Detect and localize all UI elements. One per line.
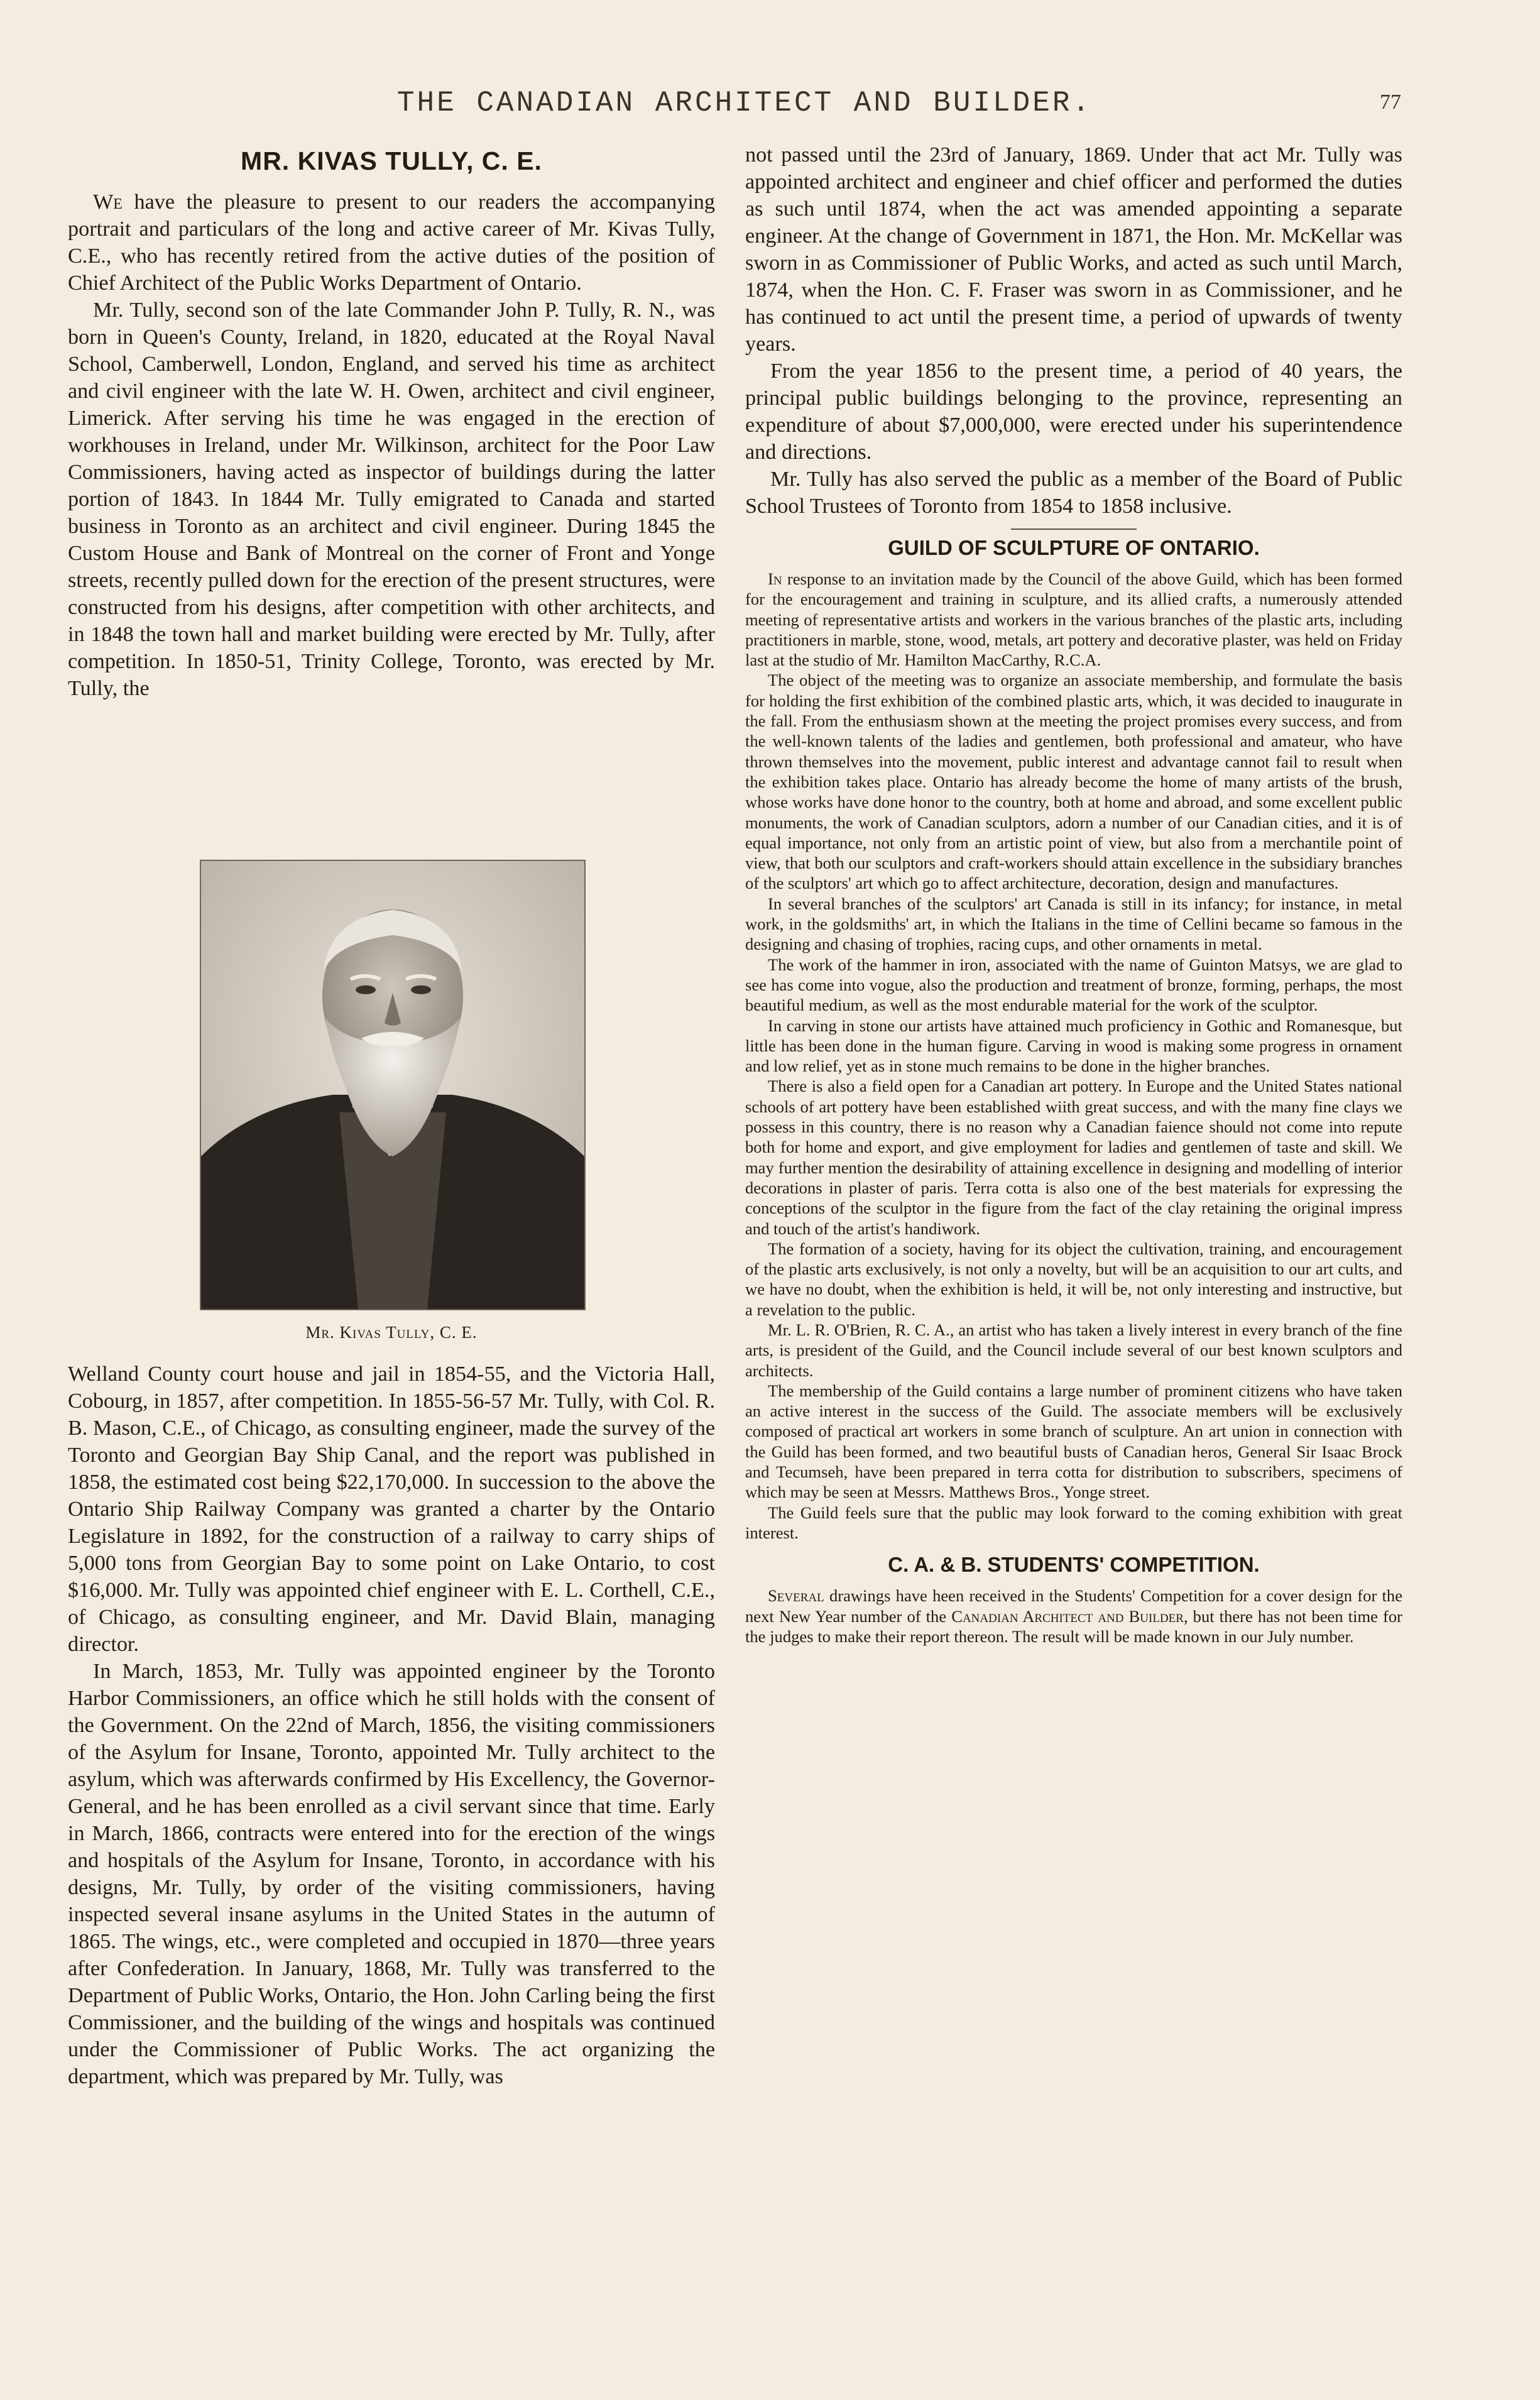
tully-body-continued bbox=[745, 141, 1402, 520]
tully-body-upper bbox=[68, 189, 715, 702]
section-divider bbox=[1011, 529, 1137, 530]
tully-paragraph-1 bbox=[68, 189, 715, 297]
right-column bbox=[745, 141, 1402, 1647]
portrait-caption-text: Mr. Kivas Tully, C. E. bbox=[305, 1323, 478, 1342]
tully-article-lower bbox=[68, 1361, 715, 2090]
tully-article-title: MR. KIVAS TULLY, C. E. bbox=[241, 146, 542, 175]
portrait-illustration bbox=[201, 861, 584, 1309]
tully-paragraph-7: Mr. Tully has also served the public as a member of the Board of Public School Trustees of Toronto from 1854 to 1858 inclusive. bbox=[745, 468, 1402, 518]
competition-article-title: C. A. & B. STUDENTS' COMPETITION. bbox=[888, 1553, 1260, 1577]
tully-paragraph-2: Mr. Tully, second son of the late Commander John P. Tully, R. N., was born in Queen's County, Ireland, in 1820, educated at the Royal Naval School, Camberwell, London, England, and served his time as architect and civil engineer with the late W. H. Owen, architect and civil engineer, Limerick. After serving his time he was engaged in the erection of workhouses in Ireland, under Mr. Wilkinson, architect for the Poor Law Commissioners, having acted as inspector of buildings during the latter portion of 1843. In 1844 Mr. Tully emigrated to Canada and started business in Toronto as an architect and civil engineer. During 1845 the Custom House and Bank of Montreal on the corner of Front and Yonge streets, recently pulled down for the erection of the present structures, were constructed from his designs, after competition with other architects, and in 1848 the town hall and market building were erected by Mr. Tully, after competition. In 1850-51, Trinity College, Toronto, was erected by Mr. Tully, the bbox=[68, 299, 715, 700]
guild-paragraph-6: There is also a field open for a Canadian art pottery. In Europe and the United States national schools of art pottery have been established wiith great success, and with the many fine clays we possess in this country, there is no reason why a Canadian faience should not come into repute both for home and export, and give employment for ladies and gentlemen of taste and skill. We may further mention the desirability of attaining excellence in designing and modelling of interior decorations in plaster of paris. Terra cotta is also one of the best materials for expressing the conceptions of the sculptor in the figure from the fact of the clay retaining the original impress and touch of the artist's handiwork. bbox=[745, 1077, 1402, 1238]
guild-article-title: GUILD OF SCULPTURE OF ONTARIO. bbox=[888, 536, 1260, 559]
journal-title: THE CANADIAN ARCHITECT AND BUILDER. bbox=[396, 87, 1093, 119]
running-head bbox=[0, 87, 1540, 124]
guild-body bbox=[745, 569, 1402, 1543]
portrait-photo bbox=[200, 860, 586, 1310]
competition-text-2: , but there has not been time for the judges to make their report thereon. The result will be made known in our July number. bbox=[745, 1606, 1403, 1646]
guild-paragraph-9: The membership of the Guild contains a large number of prominent citizens who have taken an active interest in the success of the Guild. The associate members will be exclusively composed of practical art workers in some branch of sculpture. An art union in connection with the Guild has been formed, and two beautiful busts of Canadian heros, General Sir Isaac Brock and Tecumseh, have been prepared in terra cotta for distribution to subscribers, specimens of which may be seen at Messrs. Matthews Bros., Yonge street. bbox=[745, 1381, 1402, 1502]
guild-lead-word: In bbox=[768, 569, 782, 588]
tully-paragraph-6: From the year 1856 to the present time, a period of 40 years, the principal public buildings belonging to the province, representing an expenditure of about $7,000,000, were erected under his superintendence and directions. bbox=[745, 359, 1402, 464]
guild-paragraph-5: In carving in stone our artists have attained much proficiency in Gothic and Romanesque, but little has been done in the human figure. Carving in wood is making some progress in ornament and low relief, yet as in stone much remains to be done in the higher branches. bbox=[745, 1016, 1402, 1076]
page-number: 77 bbox=[1380, 90, 1401, 114]
tully-lead-word: We bbox=[93, 190, 123, 214]
tully-paragraph-3: Welland County court house and jail in 1854-55, and the Victoria Hall, Cobourg, in 1857, after competition. In 1855-56-57 Mr. Tully, with Col. R. B. Mason, C.E., of Chicago, as consulting engineer, made the survey of the Toronto and Georgian Bay Ship Canal, and the report was published in 1858, the estimated cost being $22,170,000. In succession to the above the Ontario Ship Railway Company was granted a charter by the Ontario Legislature in 1892, for the construction of a railway to carry ships of 5,000 tons from Georgian Bay to some point on Lake Ontario, to cost $16,000. Mr. Tully was appointed chief engineer with E. L. Corthell, C.E., of Chicago, as consulting engineer, and Mr. David Blain, managing director. bbox=[68, 1362, 715, 1656]
guild-paragraph-1 bbox=[745, 569, 1402, 670]
tully-paragraph-5: not passed until the 23rd of January, 1869. Under that act Mr. Tully was appointed architect and engineer and chief officer and performed the duties as such until 1874, when the act was amended appointing a separate engineer. At the change of Government in 1871, the Hon. Mr. McKellar was sworn in as Commissioner of Public Works, and acted as such until March, 1874, when the Hon. C. F. Fraser was sworn in as Commissioner, and he has continued to act until the present time, a period of upwards of twenty years. bbox=[745, 143, 1402, 356]
tully-paragraph-4: In March, 1853, Mr. Tully was appointed engineer by the Toronto Harbor Commissioners, an office which he still holds with the consent of the Government. On the 22nd of March, 1856, the visiting commissioners of the Asylum for Insane, Toronto, appointed Mr. Tully architect to the asylum, which was afterwards confirmed by His Excellency, the Governor-General, and he has been enrolled as a civil servant since that time. Early in March, 1866, contracts were entered into for the erection of the wings and hospitals of the Asylum for Insane, Toronto, in accordance with his designs, Mr. Tully, by order of the visiting commissioners, having inspected several insane asylums in the United States in the autumn of 1865. The wings, etc., were completed and occupied in 1870—three years after Confederation. In January, 1868, Mr. Tully was transferred to the Department of Public Works, Ontario, the Hon. John Carling being the first Commissioner, and the building of the wings and hospitals was continued under the Commissioner of Public Works. The act organizing the department, which was prepared by Mr. Tully, was bbox=[68, 1660, 715, 2088]
competition-journal-name: Canadian Architect and Builder bbox=[951, 1606, 1184, 1626]
guild-paragraph-3: In several branches of the sculptors' art Canada is still in its infancy; for instance, in metal work, in the goldsmiths' art, in which the Italians in the time of Cellini became so famous in the designing and chasing of trophies, racing cups, and other ornaments in metal. bbox=[745, 894, 1402, 954]
competition-body bbox=[745, 1586, 1402, 1647]
competition-paragraph-1 bbox=[745, 1586, 1402, 1647]
competition-lead-word: Several bbox=[768, 1586, 824, 1606]
guild-paragraph-7: The formation of a society, having for its object the cultivation, training, and encouragement of the plastic arts exclusively, is not only a novelty, but will be an acquisition to our art cults, and we have no doubt, when the exhibition is held, it will be, not only interesting and instructive, but a revelation to the public. bbox=[745, 1239, 1402, 1319]
portrait-caption bbox=[200, 1323, 583, 1342]
guild-paragraph-2: The object of the meeting was to organize an associate membership, and formulate the basis for holding the first exhibition of the combined plastic arts, which, it was decided to inaugurate in the fall. From the enthusiasm shown at the meeting the project promises every success, and from the well-known talents of the ladies and gentlemen, both professional and amateur, who have thrown themselves into the movement, public interest and advantage cannot fail to result when the exhibition takes place. Ontario has already become the home of many artists of the brush, whose works have done honor to the country, both at home and abroad, and some excellent public monuments, the work of Canadian sculptors, adorn a number of our Canadian cities, and it is of equal importance, not only from an artistic point of view, but also from a merchantile point of view, that both our sculptors and craft-workers should attain excellence in the subsidiary branches of the sculptors' art which go to affect architecture, decoration, design and manufactures. bbox=[745, 671, 1402, 893]
guild-paragraph-4: The work of the hammer in iron, associated with the name of Guinton Matsys, we are glad to see has come into vogue, also the production and treatment of bronze, forming, perhaps, the most beautiful medium, as well as the most endurable material for the work of the sculptor. bbox=[745, 955, 1402, 1015]
tully-paragraph-1-text: have the pleasure to present to our readers the accompanying portrait and particulars of the long and active career of Mr. Kivas Tully, C.E., who has recently retired from the active duties of the position of Chief Architect of the Public Works Department of Ontario. bbox=[68, 190, 715, 295]
tully-body-lower bbox=[68, 1361, 715, 2090]
guild-paragraph-1-text: response to an invitation made by the Council of the above Guild, which has been formed for the encouragement and training in sculpture, and its allied crafts, a numerously attended meeting of representative artists and workers in the various branches of the plastic arts, including practitioners in marble, stone, wood, metals, art pottery and decorative plaster, was held on Friday last at the studio of Mr. Hamilton MacCarthy, R.C.A. bbox=[745, 569, 1402, 670]
guild-paragraph-8: Mr. L. R. O'Brien, R. C. A., an artist who has taken a lively interest in every branch of the fine arts, is president of the Guild, and the Council include several of our best known sculptors and architects. bbox=[745, 1320, 1402, 1380]
competition-text-1: drawings have heen received in the Students' Competition for a cover design for the next New Year number of the bbox=[745, 1586, 1402, 1626]
tully-article-upper bbox=[68, 141, 715, 702]
guild-paragraph-10: The Guild feels sure that the public may look forward to the coming exhibition with great interest. bbox=[745, 1503, 1402, 1542]
